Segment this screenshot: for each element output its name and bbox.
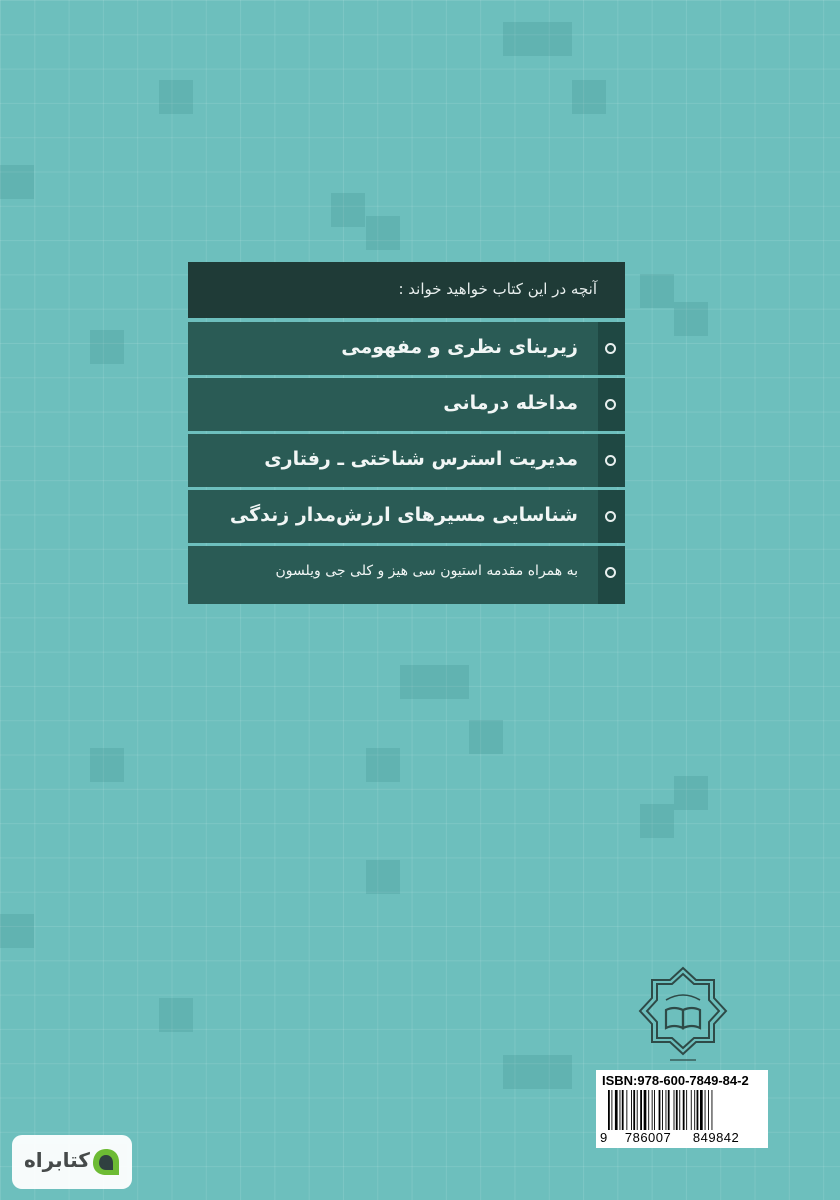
barcode-bar [615,1090,618,1130]
barcode-bar [691,1090,692,1130]
barcode-bar [662,1090,663,1130]
contents-item [188,546,625,604]
ketabrah-logo-icon [90,1146,122,1178]
bg-tile [331,193,365,227]
contents-item-label: شناسایی مسیرهای ارزش‌مدار زندگی [229,504,578,526]
bg-tile [503,22,572,56]
bg-tile [400,665,469,699]
watermark-badge [12,1135,132,1189]
barcode-bar [640,1090,642,1130]
contents-item [188,434,625,487]
barcode-bar [668,1090,670,1130]
bullet-column [598,322,625,375]
barcode-bar [633,1090,635,1130]
barcode-bar [644,1090,647,1130]
barcode-bar [631,1090,632,1130]
barcode-bar [686,1090,687,1130]
barcode-bar [659,1090,661,1130]
contents-item-label: زیربنای نظری و مفهومی [341,336,578,358]
barcode-bar [648,1090,649,1130]
bg-tile [674,302,708,336]
barcode-bar [620,1090,621,1130]
watermark-text: کتابراه [24,1148,90,1172]
barcode-bar [622,1090,624,1130]
bullet-column [598,378,625,431]
bullet-column [598,434,625,487]
barcode-bar [652,1090,653,1130]
bg-tile [90,748,124,782]
barcode-bar [637,1090,638,1130]
publisher-logo [636,964,730,1064]
bullet-icon [605,511,616,522]
barcode-bar [674,1090,675,1130]
barcode-bar [683,1090,685,1130]
contents-heading: آنچه در این کتاب خواهید خواند : [398,280,597,298]
barcode-bar [700,1090,703,1130]
barcode-digit-group2: 849842 [692,1130,740,1145]
bg-tile [90,330,124,364]
bg-tile [572,80,606,114]
contents-item-label: به همراه مقدمه استیون سی هیز و کلی جی ویلسون [275,563,578,579]
bullet-icon [605,455,616,466]
bg-tile [0,914,34,948]
bg-tile [503,1055,572,1089]
bg-tile [366,216,400,250]
bg-tile [640,804,674,838]
barcode-bar [679,1090,680,1130]
isbn-label: ISBN:978-600-7849-84-2 [602,1073,749,1088]
bg-tile [674,776,708,810]
barcode-bar [708,1090,709,1130]
barcode-bar [611,1090,612,1130]
bg-tile [640,274,674,308]
bullet-icon [605,343,616,354]
barcode-bar [712,1090,713,1130]
barcode-digits [600,1130,764,1145]
contents-item [188,322,625,375]
barcode-bar [666,1090,667,1130]
barcode-bar [697,1090,699,1130]
contents-item [188,378,625,431]
bullet-icon [605,567,616,578]
bullet-icon [605,399,616,410]
bg-tile [469,720,503,754]
contents-item-label: مدیریت استرس شناختی ـ رفتاری [264,448,578,470]
barcode-bar [608,1090,610,1130]
contents-box [188,262,625,604]
bg-tile [159,80,193,114]
barcode-bars [600,1090,764,1130]
contents-header [188,262,625,318]
bullet-column [598,546,625,604]
isbn-barcode [596,1070,768,1148]
bg-tile [366,748,400,782]
bg-tile [366,860,400,894]
bullet-column [598,490,625,543]
bg-tile [0,165,34,199]
barcode-bar [694,1090,695,1130]
contents-item-label: مداخله درمانی [443,392,578,414]
bg-tile [159,998,193,1032]
barcode-digit-group1: 786007 [624,1130,672,1145]
barcode-digit-lead: 9 [600,1130,608,1145]
barcode-bar [705,1090,706,1130]
barcode-bar [654,1090,655,1130]
contents-item [188,490,625,543]
barcode-bar [676,1090,678,1130]
barcode-bar [626,1090,627,1130]
